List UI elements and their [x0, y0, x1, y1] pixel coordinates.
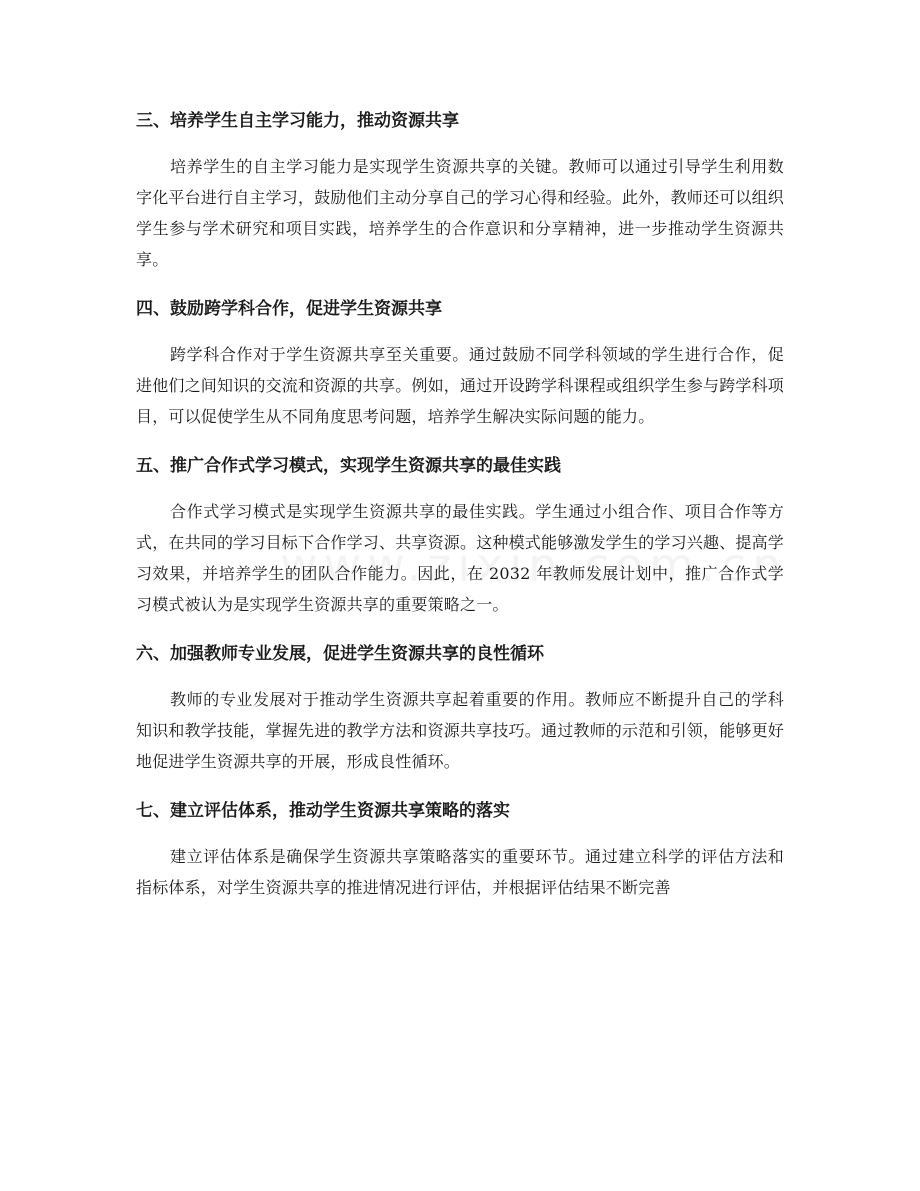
section-paragraph: 建立评估体系是确保学生资源共享策略落实的重要环节。通过建立科学的评估方法和指标体系，对学生资源共享的推进情况进行评估，并根据评估结果不断完善 [136, 847, 784, 897]
section-7 [136, 793, 784, 903]
section-paragraph: 培养学生的自主学习能力是实现学生资源共享的关键。教师可以通过引导学生利用数字化平台进行自主学习，鼓励他们主动分享自己的学习心得和经验。此外，教师还可以组织学生参与学术研究和项目实践，培养学生的合作意识和分享精神，进一步推动学生资源共享。 [136, 157, 785, 269]
section-4 [136, 291, 784, 432]
section-heading: 七、建立评估体系，推动学生资源共享策略的落实 [136, 801, 510, 821]
section-paragraph: 合作式学习模式是实现学生资源共享的最佳实践。学生通过小组合作、项目合作等方式，在共同的学习目标下合作学习、共享资源。这种模式能够激发学生的学习兴趣、提高学习效果，并培养学生的团队合作能力。因此，在 2032 年教师发展计划中，推广合作式学习模式被认为是实现学生资源共享的重要策略之一。 [136, 502, 785, 614]
section-heading: 六、加强教师专业发展，促进学生资源共享的良性循环 [136, 644, 544, 664]
section-5 [136, 448, 784, 620]
section-heading: 三、培养学生自主学习能力，推动资源共享 [136, 111, 459, 131]
section-paragraph: 教师的专业发展对于推动学生资源共享起着重要的作用。教师应不断提升自己的学科知识和教学技能，掌握先进的教学方法和资源共享技巧。通过教师的示范和引领，能够更好地促进学生资源共享的开展，形成良性循环。 [136, 690, 785, 771]
section-6 [136, 636, 784, 777]
section-3 [136, 103, 784, 275]
section-heading: 四、鼓励跨学科合作，促进学生资源共享 [136, 299, 442, 319]
section-heading: 五、推广合作式学习模式，实现学生资源共享的最佳实践 [136, 456, 561, 476]
document-content [136, 103, 784, 919]
section-paragraph: 跨学科合作对于学生资源共享至关重要。通过鼓励不同学科领域的学生进行合作，促进他们之间知识的交流和资源的共享。例如，通过开设跨学科课程或组织学生参与跨学科项目，可以促使学生从不同角度思考问题，培养学生解决实际问题的能力。 [136, 345, 785, 426]
